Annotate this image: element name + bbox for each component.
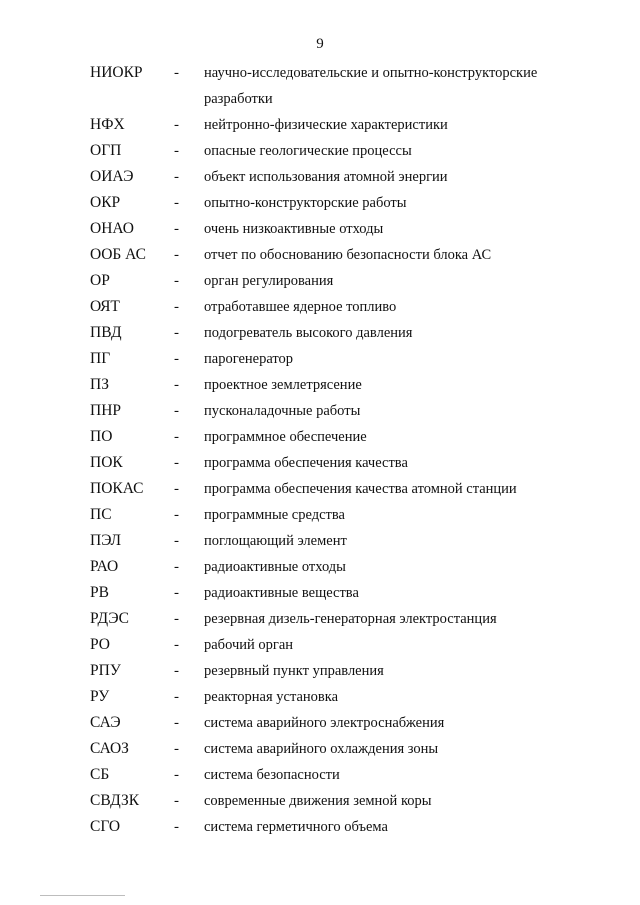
abbreviation-row	[90, 816, 610, 842]
dash-separator: -	[174, 611, 179, 627]
dash-separator: -	[174, 507, 179, 523]
abbreviation-row	[90, 504, 610, 530]
abbreviation-row	[90, 764, 610, 790]
dash-separator: -	[174, 455, 179, 471]
abbreviation-definition: отчет по обоснованию безопасности блока АС	[204, 247, 492, 263]
abbreviation-definition: система аварийного электроснабжения	[204, 715, 445, 731]
dash-separator: -	[174, 299, 179, 315]
abbreviation-definition: система безопасности	[204, 767, 340, 783]
abbreviation-row	[90, 556, 610, 582]
abbreviation-row	[90, 478, 610, 504]
abbreviation-term: ПЗ	[90, 376, 109, 393]
abbreviation-term: СБ	[90, 766, 110, 783]
abbreviation-definition: резервный пункт управления	[204, 663, 384, 679]
dash-separator: -	[174, 741, 179, 757]
abbreviation-definition: опасные геологические процессы	[204, 143, 412, 159]
abbreviation-row	[90, 426, 610, 452]
abbreviation-term: ОИАЭ	[90, 168, 134, 185]
dash-separator: -	[174, 377, 179, 393]
abbreviation-term: НФХ	[90, 116, 125, 133]
dash-separator: -	[174, 481, 179, 497]
dash-separator: -	[174, 143, 179, 159]
abbreviation-row	[90, 452, 610, 478]
abbreviation-term: ПГ	[90, 350, 111, 367]
abbreviation-row	[90, 322, 610, 348]
dash-separator: -	[174, 325, 179, 341]
abbreviation-row	[90, 348, 610, 374]
abbreviation-term: РВ	[90, 584, 109, 601]
abbreviation-row	[90, 582, 610, 608]
abbreviation-term: САОЗ	[90, 740, 129, 757]
abbreviation-term: РУ	[90, 688, 110, 705]
abbreviation-term: СГО	[90, 818, 121, 835]
abbreviation-term: ПО	[90, 428, 113, 445]
abbreviation-definition: научно-исследовательские и опытно-конструкторские разработки	[204, 65, 538, 107]
abbreviation-definition: радиоактивные отходы	[204, 559, 346, 575]
abbreviation-definition: система герметичного объема	[204, 819, 388, 835]
abbreviation-definition: программное обеспечение	[204, 429, 367, 445]
abbreviation-definition: программа обеспечения качества атомной станции	[204, 481, 517, 497]
dash-separator: -	[174, 689, 179, 705]
abbreviation-definition: реакторная установка	[204, 689, 339, 705]
abbreviation-term: РО	[90, 636, 111, 653]
abbreviation-definition: проектное землетрясение	[204, 377, 362, 393]
abbreviation-row	[90, 400, 610, 426]
dash-separator: -	[174, 793, 179, 809]
abbreviation-definition: поглощающий элемент	[204, 533, 347, 549]
abbreviation-term: РДЭС	[90, 610, 129, 627]
abbreviation-term: НИОКР	[90, 64, 143, 81]
abbreviation-row	[90, 738, 610, 764]
dash-separator: -	[174, 429, 179, 445]
abbreviation-row	[90, 114, 610, 140]
abbreviation-term: СВДЗК	[90, 792, 140, 809]
abbreviation-definition: парогенератор	[204, 351, 294, 367]
abbreviation-term: ОЯТ	[90, 298, 120, 315]
abbreviation-term: ОГП	[90, 142, 122, 159]
abbreviation-term: РПУ	[90, 662, 121, 679]
abbreviation-term: ПВД	[90, 324, 122, 341]
dash-separator: -	[174, 767, 179, 783]
abbreviation-row	[90, 140, 610, 166]
abbreviation-row	[90, 790, 610, 816]
abbreviation-definition: радиоактивные вещества	[204, 585, 359, 601]
abbreviation-row	[90, 530, 610, 556]
abbreviation-row	[90, 634, 610, 660]
abbreviation-definition: орган регулирования	[204, 273, 334, 289]
dash-separator: -	[174, 117, 179, 133]
footer-divider	[40, 895, 125, 896]
dash-separator: -	[174, 585, 179, 601]
abbreviation-term: ОНАО	[90, 220, 135, 237]
abbreviation-definition: нейтронно-физические характеристики	[204, 117, 448, 133]
abbreviation-definition: система аварийного охлаждения зоны	[204, 741, 439, 757]
dash-separator: -	[174, 169, 179, 185]
page-number: 9	[316, 36, 324, 52]
abbreviation-list	[90, 62, 610, 842]
dash-separator: -	[174, 195, 179, 211]
abbreviation-row	[90, 296, 610, 322]
abbreviation-row	[90, 166, 610, 192]
dash-separator: -	[174, 273, 179, 289]
abbreviation-term: ООБ АС	[90, 246, 146, 263]
abbreviation-term: ПОК	[90, 454, 123, 471]
dash-separator: -	[174, 221, 179, 237]
dash-separator: -	[174, 663, 179, 679]
abbreviation-definition: программные средства	[204, 507, 345, 523]
dash-separator: -	[174, 559, 179, 575]
abbreviation-row	[90, 608, 610, 634]
abbreviation-term: ПНР	[90, 402, 122, 419]
abbreviation-definition: пусконаладочные работы	[204, 403, 361, 419]
abbreviation-term: САЭ	[90, 714, 121, 731]
abbreviation-row	[90, 62, 610, 114]
abbreviation-row	[90, 192, 610, 218]
abbreviation-definition: подогреватель высокого давления	[204, 325, 413, 341]
abbreviation-term: ПОКАС	[90, 480, 144, 497]
abbreviation-row	[90, 244, 610, 270]
dash-separator: -	[174, 533, 179, 549]
dash-separator: -	[174, 65, 179, 81]
abbreviation-definition: резервная дизель-генераторная электростанция	[204, 611, 497, 627]
abbreviation-term: РАО	[90, 558, 119, 575]
abbreviation-term: ОР	[90, 272, 110, 289]
abbreviation-row	[90, 686, 610, 712]
abbreviation-row	[90, 660, 610, 686]
abbreviation-term: ПЭЛ	[90, 532, 121, 549]
dash-separator: -	[174, 247, 179, 263]
abbreviation-definition: современные движения земной коры	[204, 793, 432, 809]
abbreviation-row	[90, 374, 610, 400]
dash-separator: -	[174, 351, 179, 367]
abbreviation-definition: опытно-конструкторские работы	[204, 195, 407, 211]
abbreviation-term: ПС	[90, 506, 112, 523]
dash-separator: -	[174, 819, 179, 835]
abbreviation-row	[90, 218, 610, 244]
dash-separator: -	[174, 403, 179, 419]
abbreviation-row	[90, 270, 610, 296]
abbreviation-definition: очень низкоактивные отходы	[204, 221, 384, 237]
abbreviation-definition: отработавшее ядерное топливо	[204, 299, 397, 315]
abbreviation-term: ОКР	[90, 194, 121, 211]
abbreviation-definition: рабочий орган	[204, 637, 294, 653]
abbreviation-definition: объект использования атомной энергии	[204, 169, 448, 185]
abbreviation-definition: программа обеспечения качества	[204, 455, 408, 471]
dash-separator: -	[174, 637, 179, 653]
dash-separator: -	[174, 715, 179, 731]
abbreviation-row	[90, 712, 610, 738]
